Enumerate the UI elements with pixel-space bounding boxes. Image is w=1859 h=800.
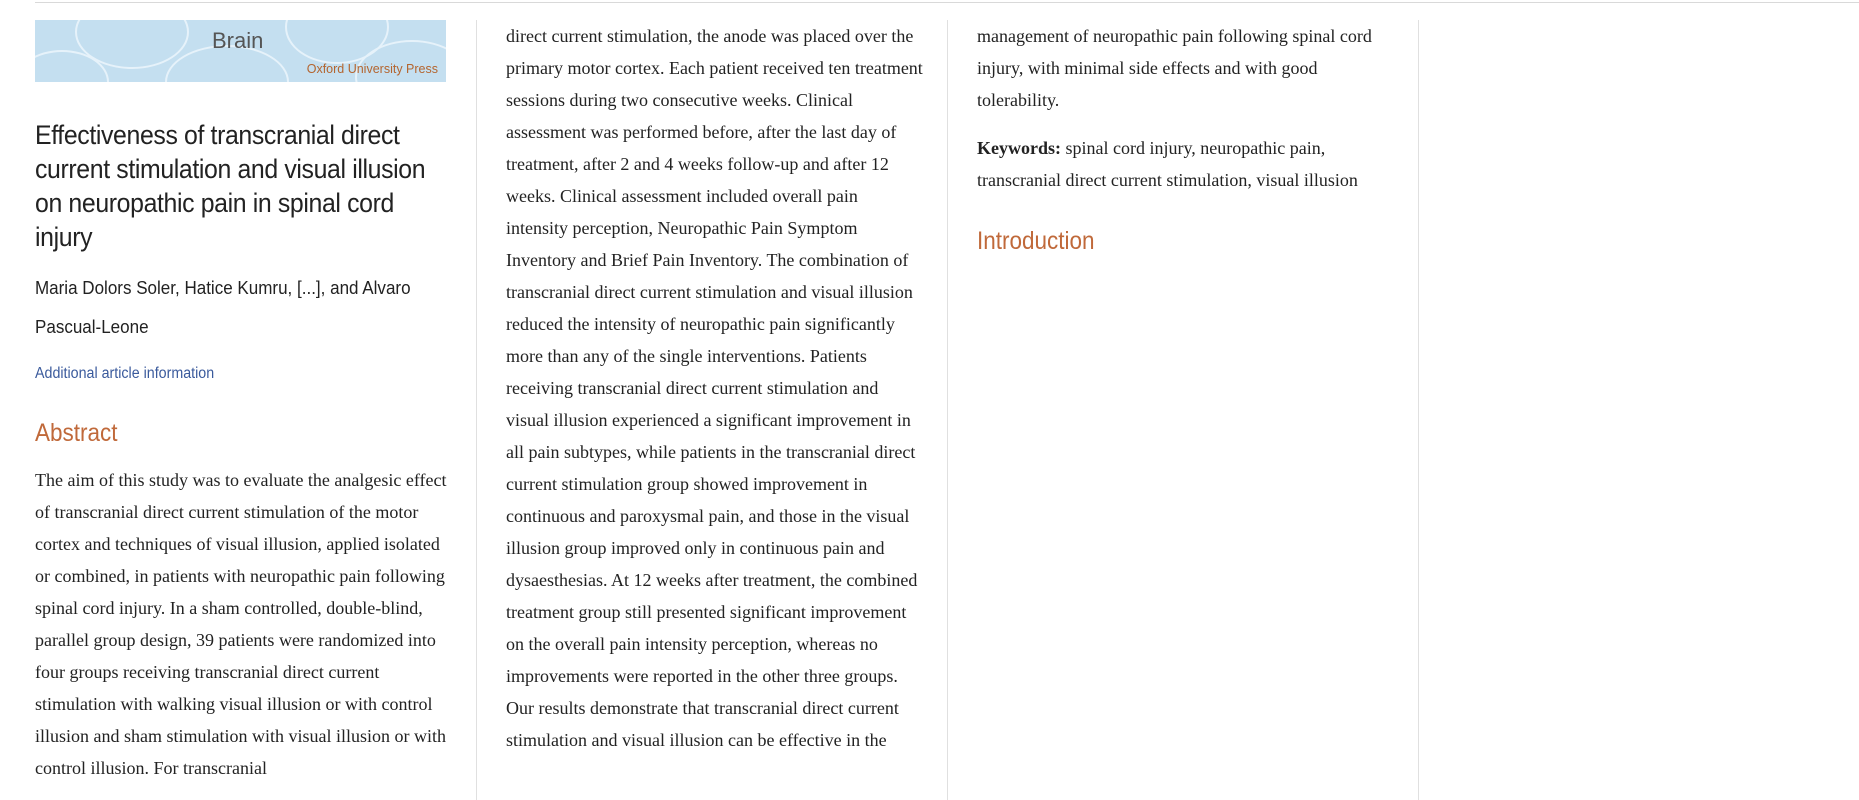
keywords-text: spinal cord injury, neuropathic pain, transcranial direct current stimulation, visual illusion xyxy=(977,138,1358,190)
abstract-paragraph-2: direct current stimulation, the anode was placed over the primary motor cortex. Each patient received ten treatment sessions during two consecutive weeks. Clinical assessment was performed before, after the last day of treatment, after 2 and 4 weeks follow-up and after 12 weeks. Clinical assessment included overall pain intensity perception, Neuropathic Pain Symptom Inventory and Brief Pain Inventory. The combination of transcranial direct current stimulation and visual illusion reduced the intensity of neuropathic pain significantly more than any of the single interventions. Patients receiving transcranial direct current stimulation and visual illusion experienced a significant improvement in all pain subtypes, while patients in the transcranial direct current stimulation group showed improvement in continuous and paroxysmal pain, and those in the visual illusion group improved only in continuous pain and dysaesthesias. At 12 weeks after treatment, the combined treatment group still presented significant improvement on the overall pain intensity perception, whereas no improvements were reported in the other three groups. Our results demonstrate that transcranial direct current stimulation and visual illusion can be effective in the xyxy=(506,26,923,750)
abstract-paragraph-1: The aim of this study was to evaluate the analgesic effect of transcranial direct current stimulation of the motor cortex and techniques of visual illusion, applied isolated or combined, in patients with neuropathic pain following spinal cord injury. In a sham controlled, double-blind, parallel group design, 39 patients were randomized into four groups receiving transcranial direct current stimulation with walking visual illusion or with control illusion and sham stimulation with visual illusion or with control illusion. For transcranial xyxy=(35,470,447,778)
publisher-name: Oxford University Press xyxy=(306,62,438,76)
top-divider xyxy=(35,2,1859,3)
additional-article-info-link[interactable]: Additional article information xyxy=(35,365,215,382)
keywords-label: Keywords: xyxy=(977,138,1061,158)
keywords xyxy=(977,132,1395,196)
column-3 xyxy=(977,20,1395,800)
column-divider xyxy=(1418,20,1419,800)
column-4 xyxy=(1448,20,1859,800)
column-divider xyxy=(947,20,948,800)
journal-banner[interactable] xyxy=(35,20,446,82)
introduction-heading: Introduction xyxy=(977,227,1095,255)
article-authors: Maria Dolors Soler, Hatice Kumru, [...], and Alvaro Pascual-Leone xyxy=(35,277,411,337)
column-2 xyxy=(506,20,923,800)
abstract-paragraph-3: management of neuropathic pain following spinal cord injury, with minimal side effects and with good tolerability. xyxy=(977,26,1372,110)
abstract-heading: Abstract xyxy=(35,419,118,447)
column-divider xyxy=(476,20,477,800)
column-1 xyxy=(35,20,447,800)
journal-name: Brain xyxy=(212,28,264,53)
article-title: Effectiveness of transcranial direct current stimulation and visual illusion on neuropathic pain in spinal cord injury xyxy=(35,120,426,252)
